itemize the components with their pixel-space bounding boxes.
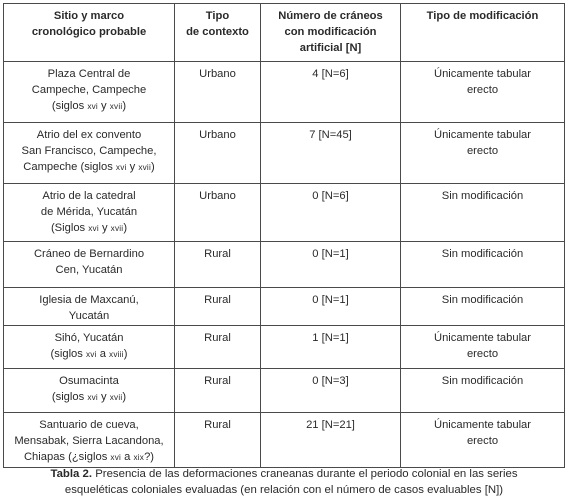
period-part: xviii [109, 350, 124, 359]
header-context [175, 4, 261, 62]
site-period [7, 346, 171, 363]
cell-modification [401, 123, 565, 184]
cell-modification [401, 184, 565, 242]
cell-context: Rural [175, 288, 261, 326]
caption-label: Tabla 2. [50, 468, 93, 480]
header-count-line: artificial [N] [299, 42, 362, 54]
cell-modification [401, 242, 565, 288]
header-modification [401, 4, 565, 62]
header-site [4, 4, 175, 62]
site-period [7, 389, 171, 406]
period-part: ) [150, 161, 155, 173]
header-site-line: cronológico probable [31, 26, 147, 38]
cell-context: Rural [175, 326, 261, 369]
table-row [4, 326, 565, 369]
cell-site [4, 369, 175, 413]
cell-site [4, 242, 175, 288]
site-line: Cráneo de Bernardino [33, 248, 145, 260]
period-part: (siglos [51, 391, 88, 403]
header-site-line: Sitio y marco [53, 10, 125, 22]
modification-line: Únicamente tabular [433, 332, 531, 344]
cell-site [4, 62, 175, 123]
period-part: y [97, 100, 110, 112]
period-part: y [126, 161, 139, 173]
table-row [4, 288, 565, 326]
cell-site [4, 413, 175, 468]
site-line: Sihó, Yucatán [54, 332, 124, 344]
period-part: a [96, 348, 110, 360]
modification-line: Sin modificación [441, 375, 524, 387]
period-part: (Siglos [50, 222, 89, 234]
site-period [7, 220, 171, 237]
site-line: Yucatán [68, 310, 110, 322]
cell-count: 0 [N=6] [261, 184, 401, 242]
cranial-modification-table [3, 3, 565, 468]
period-part: ) [123, 222, 128, 234]
period-part: ) [122, 100, 127, 112]
period-part: y [97, 391, 110, 403]
header-modification-line: Tipo de modificación [426, 10, 539, 22]
site-line: Iglesia de Maxcanú, [39, 294, 139, 306]
caption-line-1 [0, 466, 568, 482]
caption-text-1: Presencia de las deformaciones craneanas durante el periodo colonial en las series [92, 468, 518, 480]
table-caption [0, 466, 568, 498]
cell-modification [401, 288, 565, 326]
table-row [4, 184, 565, 242]
cell-count: 1 [N=1] [261, 326, 401, 369]
table-row [4, 242, 565, 288]
table-container [3, 3, 564, 468]
cell-context: Urbano [175, 62, 261, 123]
period-part: (siglos [51, 100, 88, 112]
period-part: a [121, 451, 134, 463]
period-part: xvii [110, 224, 124, 233]
period-part: xvii [109, 393, 123, 402]
period-part: ) [123, 348, 128, 360]
modification-line: erecto [466, 348, 499, 360]
cell-modification [401, 62, 565, 123]
cell-context: Rural [175, 413, 261, 468]
modification-line: Sin modificación [441, 190, 524, 202]
site-line: Santuario de cueva, [39, 419, 139, 431]
table-row [4, 413, 565, 468]
site-line: San Francisco, Campeche, [21, 145, 157, 157]
site-line: Plaza Central de [47, 68, 131, 80]
cell-site [4, 184, 175, 242]
modification-line: Únicamente tabular [433, 419, 531, 431]
modification-line: Únicamente tabular [433, 68, 531, 80]
cell-context: Rural [175, 369, 261, 413]
modification-line: Sin modificación [441, 294, 524, 306]
period-part: xvi [115, 163, 127, 172]
header-count-line: con modificación [284, 26, 377, 38]
period-part: ) [122, 391, 127, 403]
cell-modification [401, 369, 565, 413]
cell-context: Rural [175, 242, 261, 288]
cell-modification [401, 413, 565, 468]
header-count [261, 4, 401, 62]
period-part: xvii [138, 163, 151, 172]
table-row [4, 62, 565, 123]
period-part: xvi [110, 453, 122, 462]
period-part: ?) [144, 451, 155, 463]
cell-count: 0 [N=3] [261, 369, 401, 413]
cell-count: 0 [N=1] [261, 242, 401, 288]
table-row [4, 369, 565, 413]
period-part: Campeche (siglos [23, 161, 116, 173]
modification-line: Sin modificación [441, 248, 524, 260]
site-line: Campeche, Campeche [31, 84, 147, 96]
cell-count: 0 [N=1] [261, 288, 401, 326]
table-body [4, 62, 565, 468]
site-line: Atrio de la catedral [42, 190, 136, 202]
site-line: Atrio del ex convento [36, 129, 142, 141]
period-part: (siglos [50, 348, 86, 360]
period-part: xvi [87, 102, 98, 111]
modification-line: Únicamente tabular [433, 129, 531, 141]
cell-site [4, 288, 175, 326]
period-part: xix [133, 453, 145, 462]
cell-count: 4 [N=6] [261, 62, 401, 123]
header-count-line: Número de cráneos [278, 10, 383, 22]
cell-modification [401, 326, 565, 369]
cell-context: Urbano [175, 184, 261, 242]
cell-count: 7 [N=45] [261, 123, 401, 184]
header-context-line: de contexto [186, 26, 249, 38]
cell-site [4, 326, 175, 369]
modification-line: erecto [466, 84, 499, 96]
period-part: Chiapas (¿siglos [23, 451, 111, 463]
site-period [7, 449, 171, 466]
header-context-line: Tipo [205, 10, 230, 22]
cell-count: 21 [N=21] [261, 413, 401, 468]
period-part: xvii [109, 102, 123, 111]
period-part: xvi [87, 393, 98, 402]
site-period [7, 159, 171, 176]
site-period [7, 98, 171, 115]
modification-line: erecto [466, 435, 499, 447]
header-row [4, 4, 565, 62]
modification-line: erecto [466, 145, 499, 157]
site-line: de Mérida, Yucatán [40, 206, 138, 218]
period-part: xvi [85, 350, 97, 359]
table-row [4, 123, 565, 184]
cell-site [4, 123, 175, 184]
site-line: Cen, Yucatán [55, 264, 123, 276]
cell-context: Urbano [175, 123, 261, 184]
period-part: xvi [88, 224, 99, 233]
site-line: Osumacinta [59, 375, 119, 387]
caption-line-2: esqueléticas coloniales evaluadas (en relación con el número de casos evaluables [N]) [64, 484, 504, 496]
site-line: Mensabak, Sierra Lacandona, [14, 435, 164, 447]
period-part: y [98, 222, 111, 234]
